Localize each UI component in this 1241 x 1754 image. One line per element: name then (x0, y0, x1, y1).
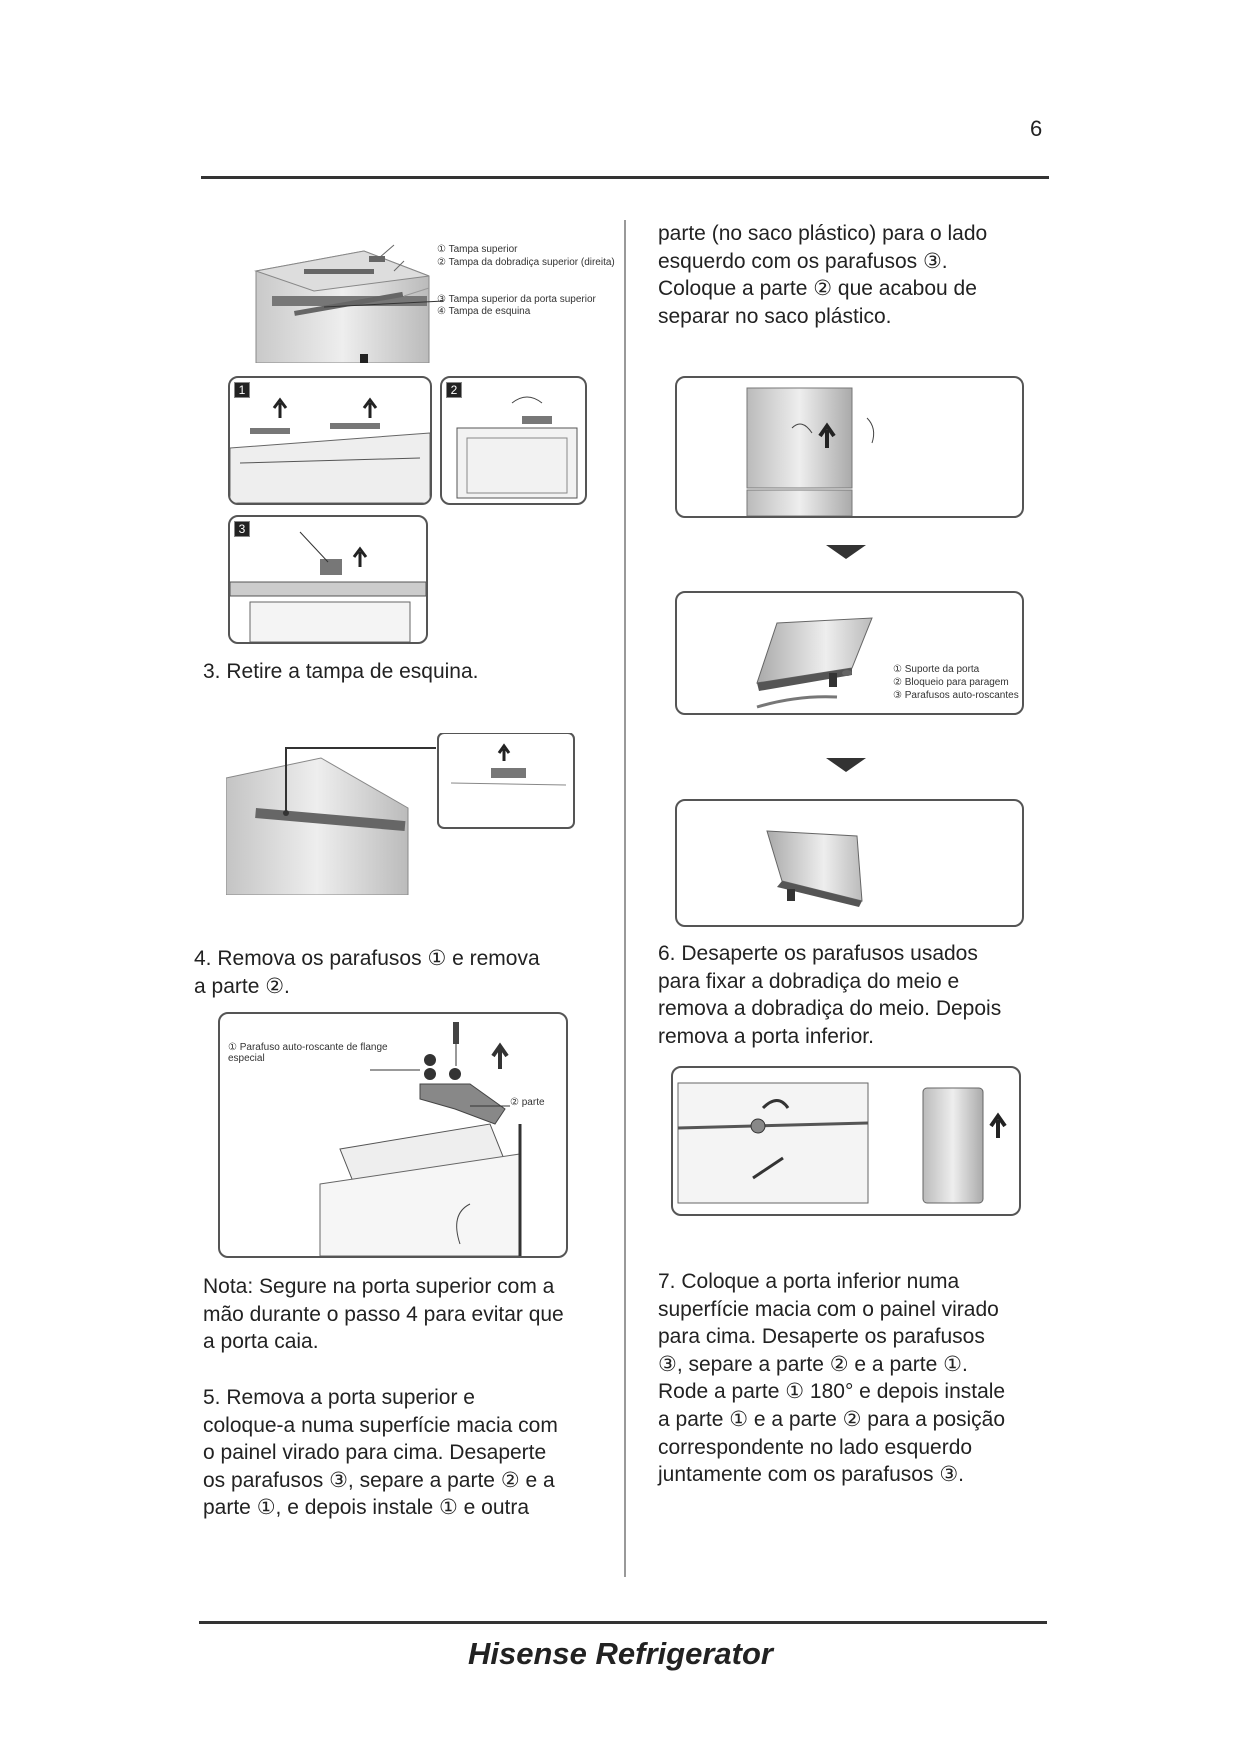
step-4-figure (218, 1012, 568, 1258)
footer-brand: Hisense Refrigerator (468, 1636, 773, 1671)
step-1-figure (228, 376, 432, 505)
page-number: 6 (1030, 116, 1043, 141)
label-top-cover: ① Tampa superior (437, 244, 518, 255)
step-number: 2 (446, 382, 462, 398)
screw-label: ① Parafuso auto-roscante de flange especial (228, 1042, 388, 1064)
column-divider (624, 220, 626, 1577)
step-number: 1 (234, 382, 250, 398)
step-7-text: 7. Coloque a porta inferior numa superfície macia com o painel virado para cima. Desaperte os parafusos ③, separe a parte ② e a parte ①. Rode a parte ① 180° e depois instale a parte ① e a parte ② para a posição correspondente no lado esquerdo juntamente com os parafusos ③. (658, 1270, 1006, 1487)
remove-upper-door-figure (675, 376, 1024, 518)
header-rule (201, 176, 1049, 179)
step-6-text: 6. Desaperte os parafusos usados para fixar a dobradiça do meio e remova a dobradiça do meio. Depois remova a porta inferior. (658, 942, 1002, 1048)
step-3-text: 3. Retire a tampa de esquina. (203, 660, 479, 683)
part-label: ② parte (510, 1097, 545, 1108)
step-4-text: 4. Remova os parafusos ① e remova a parte ②. (194, 947, 540, 998)
step-number: 3 (234, 521, 250, 537)
footer-rule (199, 1621, 1047, 1624)
note-text: Nota: Segure na porta superior com a mão durante o passo 4 para evitar que a porta caia. (203, 1275, 564, 1354)
step-3-figure (228, 515, 428, 644)
step-5-continued-text: parte (no saco plástico) para o lado esquerdo com os parafusos ③. Coloque a parte ② que acabou de separar no saco plástico. (658, 222, 988, 328)
door-reassemble-figure (675, 799, 1024, 927)
step-5-text: 5. Remova a porta superior e coloque-a numa superfície macia com o painel virado para cima. Desaperte os parafusos ③, separe a parte ② e a parte ①, e depois instale ① e outra (203, 1386, 558, 1520)
corner-cover-figure (226, 733, 576, 895)
label-door-support: ① Suporte da porta (893, 664, 980, 675)
step-2-figure (440, 376, 587, 505)
label-screws: ③ Parafusos auto-roscantes (893, 690, 1019, 701)
label-hinge-cover: ② Tampa da dobradiça superior (direita) (437, 257, 615, 268)
door-support-figure (675, 591, 1024, 715)
label-corner-cover: ④ Tampa de esquina (437, 306, 531, 317)
fridge-top-covers-figure (254, 231, 626, 363)
label-stop-lock: ② Bloqueio para paragem (893, 677, 1009, 688)
down-arrow-icon (826, 545, 866, 559)
label-door-top-cover: ③ Tampa superior da porta superior (437, 294, 596, 305)
down-arrow-icon (826, 758, 866, 772)
remove-lower-door-figure (671, 1066, 1021, 1216)
